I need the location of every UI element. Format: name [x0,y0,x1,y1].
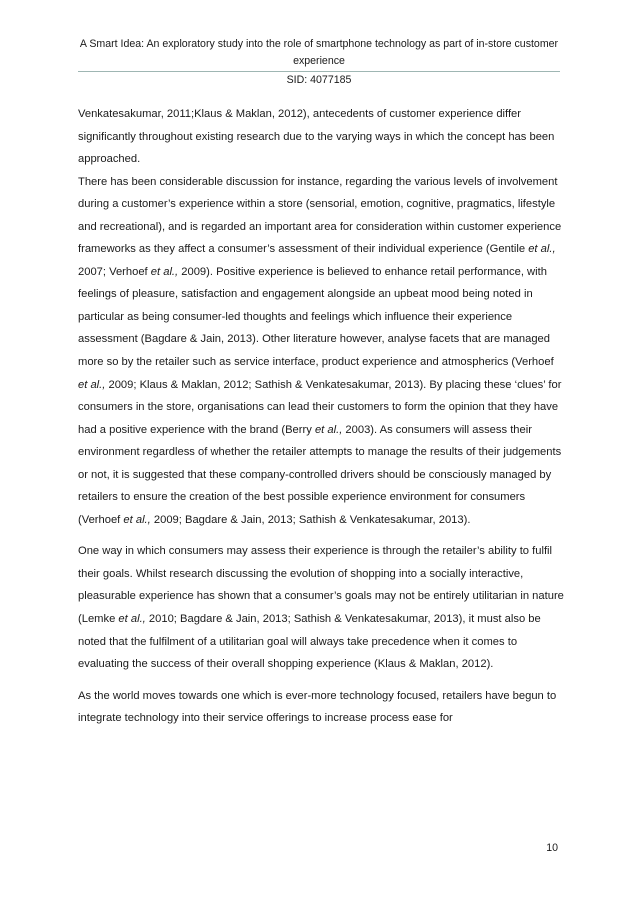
header-divider [78,71,560,72]
paragraph-consumer-goals [78,540,564,675]
citation-etal: et al., [78,378,106,391]
text-run: 2009; Bagdare & Jain, 2013; Sathish & Venkatesakumar, 2013). [150,513,471,526]
text-run: 2009). Positive experience is believed to enhance retail performance, with feelings of pleasure, satisfaction and engagement alongside an upbeat mood being noted in particular as being consumer-led thoughts and feelings which influence their experience assessment (Bagdare & Jain, 2013). Other literature however, analyse facets that are managed more so by the retailer such as service interface, product experience and atmospherics (Verhoef [78,265,554,369]
citation-etal: et al., [150,265,179,278]
paragraph-experience-levels [78,171,564,532]
text-run: There has been considerable discussion for instance, regarding the various levels of involvement during a customer’s experience within a store (sensorial, emotion, cognitive, pragmatics, lifestyle and recreational), and is regarded an important area for consideration within customer experience frameworks as they affect a consumer’s assessment of their individual experience (Gentile [78,175,562,256]
text-run: As the world moves towards one which is ever-more technology focused, retailers have begun to integrate technology into their service offerings to increase process ease for [78,689,557,725]
student-id: SID: 4077185 [286,74,352,86]
citation-etal: et al., [528,243,556,256]
text-run: 2010; Bagdare & Jain, 2013; Sathish & Venkatesakumar, 2013), it must also be noted that the fulfilment of a utilitarian goal will always take precedence when it comes to evaluating the success of their overall shopping experience (Klaus & Maklan, 2012). [78,613,541,671]
text-run: 2003). As consumers will assess their environment regardless of whether the retailer attempts to manage the results of their judgements or not, it is suggested that these company-controlled drivers should be consciously managed by retailers to ensure the creation of the best possible experience environment for consumers (Verhoef [78,423,562,526]
citation-etal: et al., [123,513,151,526]
running-header-title: A Smart Idea: An exploratory study into the role of smartphone technology as part of in-store customer experience [79,38,559,67]
page-number: 10 [546,842,558,854]
text-run: Venkatesakumar, 2011;Klaus & Maklan, 2012), antecedents of customer experience differ significantly throughout existing research due to the varying ways in which the concept has been approached. [78,108,555,166]
paragraph-technology [78,685,564,730]
text-run: 2009; Klaus & Maklan, 2012; Sathish & Venkatesakumar, 2013). By placing these ‘clues’ for consumers in the store, organisations can lead their customers to form the opinion that they have had a positive experience with the brand (Berry [78,378,562,436]
body-text [78,103,564,730]
citation-etal: et al., [118,613,146,626]
paragraph-continuation [78,103,564,171]
citation-etal: et al., [314,423,343,436]
text-run: 2007; Verhoef [78,265,151,278]
text-run: One way in which consumers may assess their experience is through the retailer’s ability to fulfil their goals. Whilst research discussing the evolution of shopping into a socially interactive, pleasurable experience has shown that a consumer’s goals may not be entirely utilitarian in nature (Lemke [78,545,564,626]
